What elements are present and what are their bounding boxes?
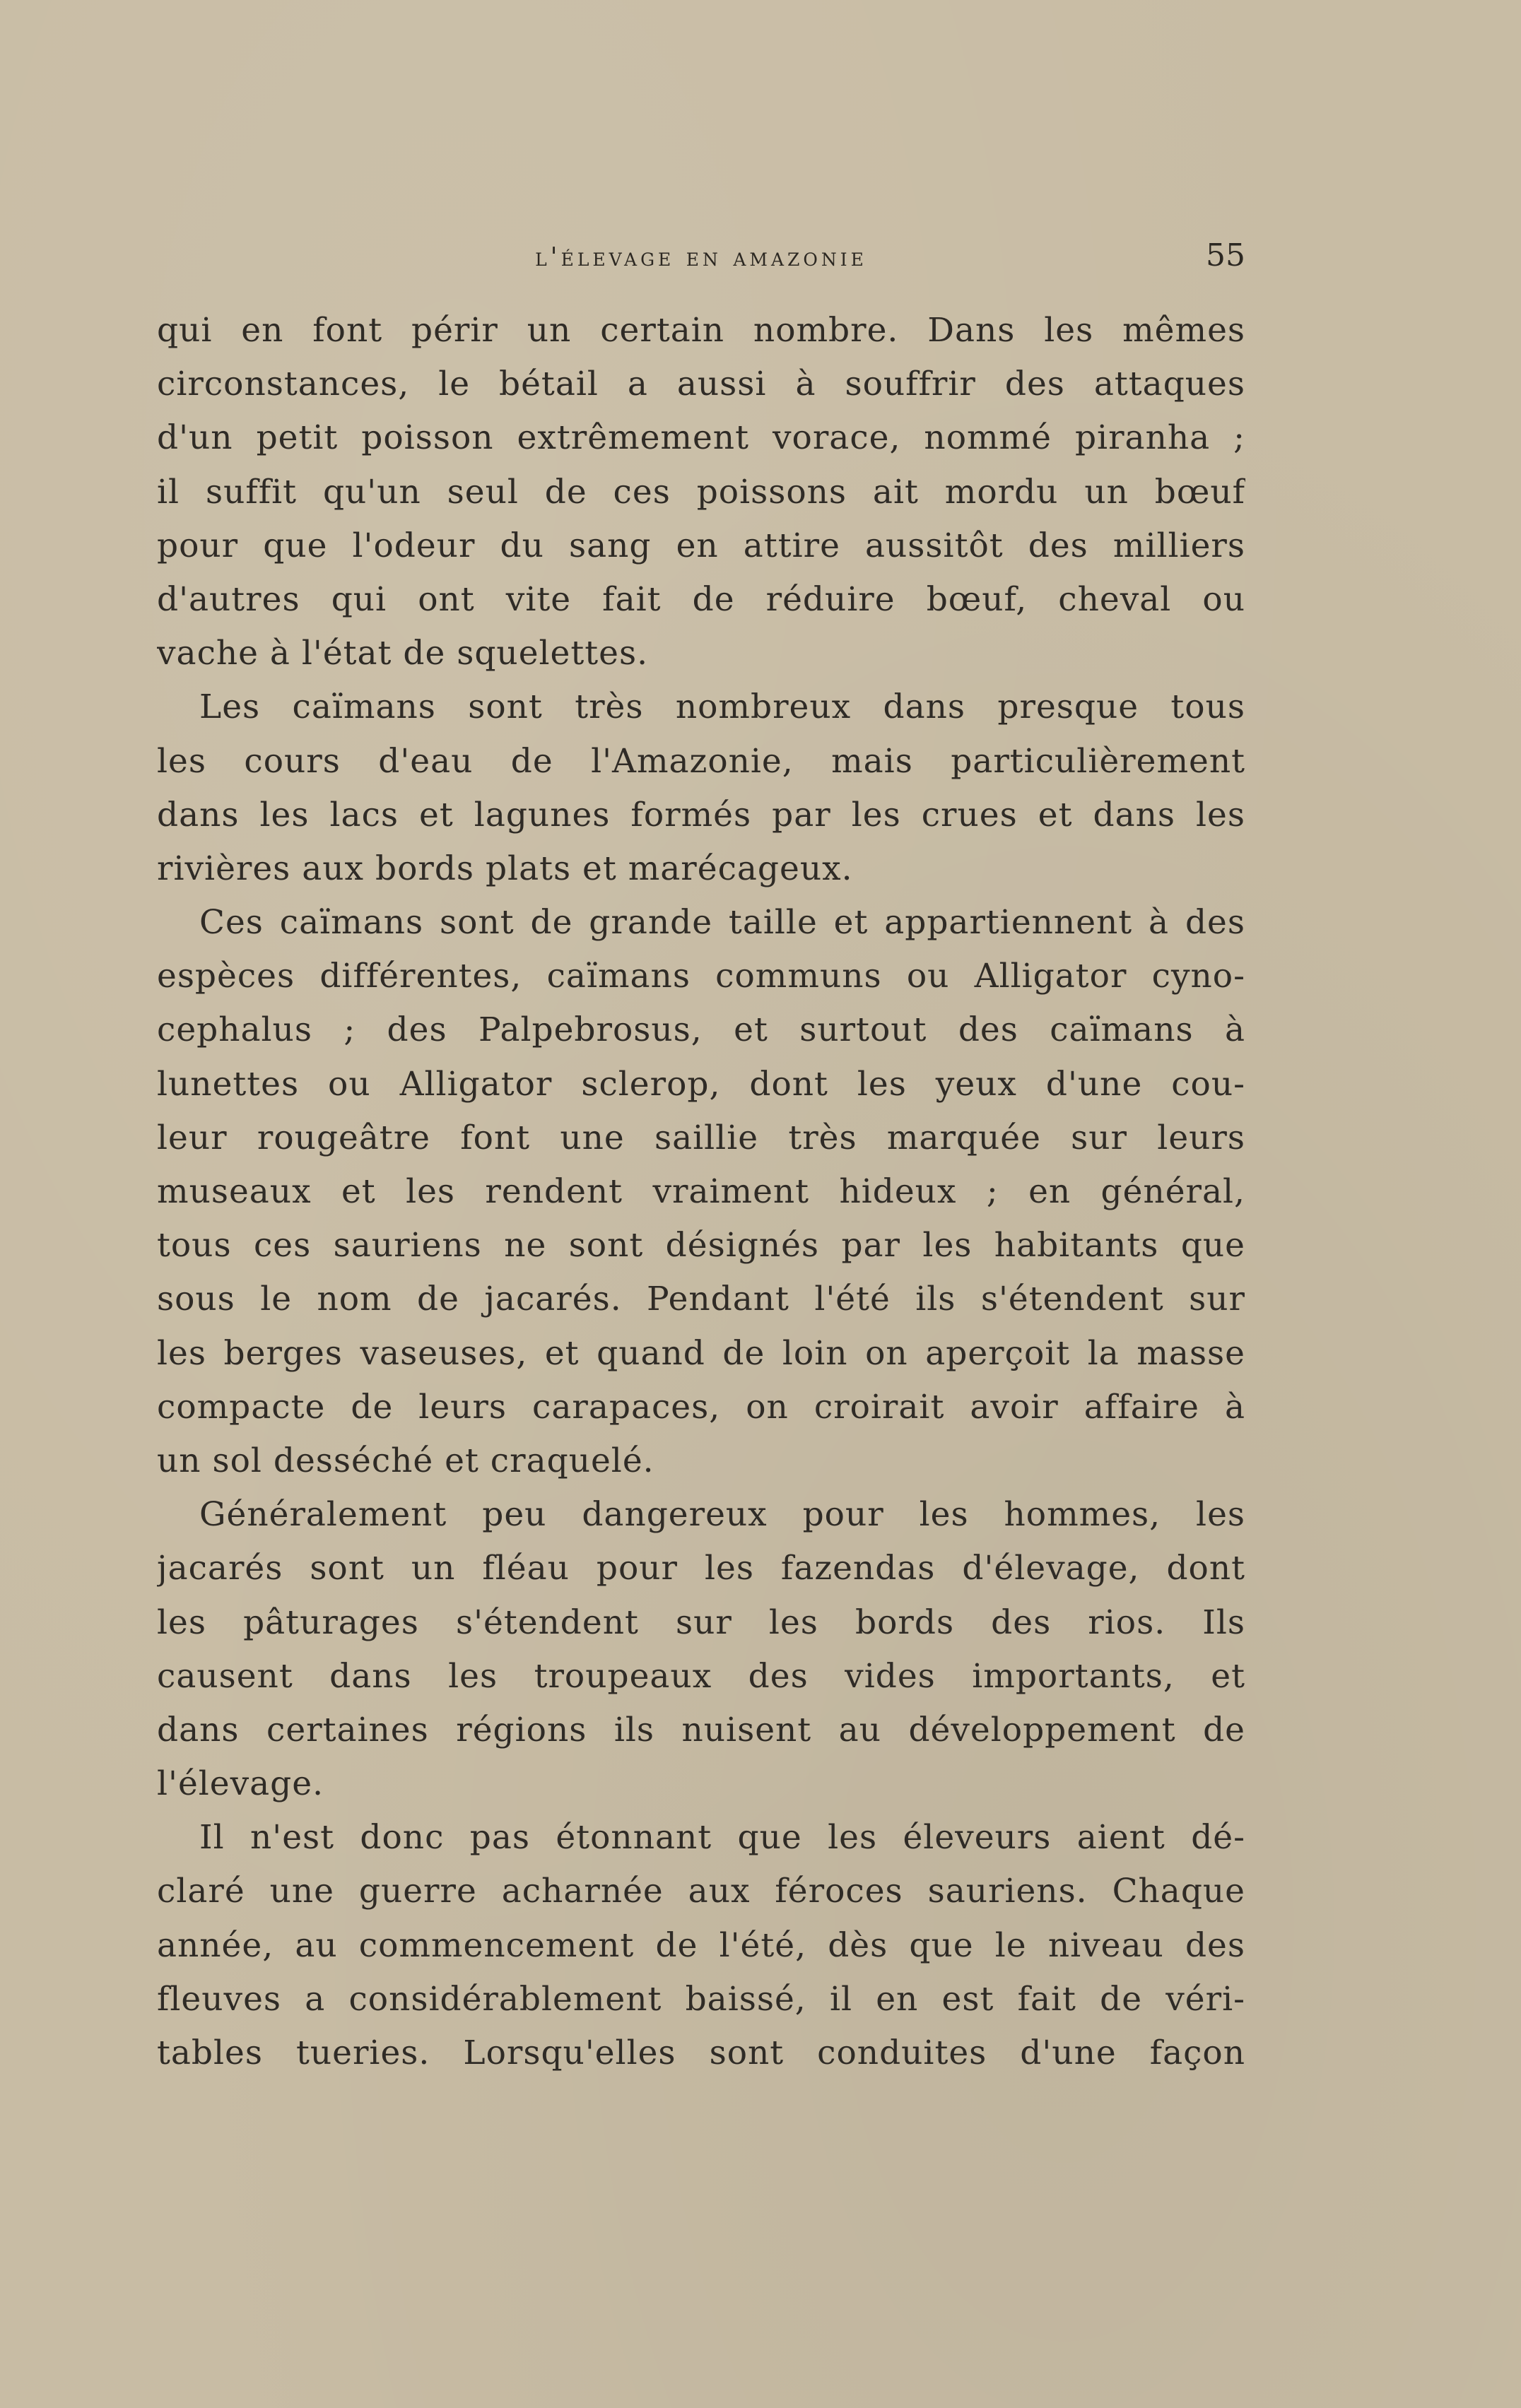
text-line: les pâturages s'étendent sur les bords des rios. Ils — [157, 1603, 1245, 1642]
text-line: qui en font périr un certain nombre. Dans les mêmes — [157, 311, 1245, 350]
text-line: tous ces sauriens ne sont désignés par les habitants que — [157, 1226, 1245, 1265]
text-line: Les caïmans sont très nombreux dans presque tous — [199, 687, 1245, 727]
text-line: lunettes ou Alligator sclerop, dont les yeux d'une cou- — [157, 1064, 1245, 1104]
text-line: les berges vaseuses, et quand de loin on aperçoit la masse — [157, 1333, 1245, 1373]
text-line: les cours d'eau de l'Amazonie, mais particulièrement — [157, 741, 1245, 781]
page-number: 55 — [1206, 237, 1245, 273]
text-line: fleuves a considérablement baissé, il en est fait de véri- — [157, 1979, 1245, 2019]
text-line: il suffit qu'un seul de ces poissons ait mordu un bœuf — [157, 472, 1245, 512]
text-line: circonstances, le bétail a aussi à souffrir des attaques — [157, 365, 1245, 404]
body-text — [157, 304, 1245, 2080]
text-line: Généralement peu dangereux pour les hommes, les — [199, 1495, 1245, 1535]
text-line: Ces caïmans sont de grande taille et appartiennent à des — [199, 903, 1245, 943]
text-line: compacte de leurs carapaces, on croirait avoir affaire à — [157, 1387, 1245, 1427]
running-title: l'élevage en amazonie — [535, 243, 867, 272]
text-line: sous le nom de jacarés. Pendant l'été ils s'étendent sur — [157, 1280, 1245, 1319]
text-line: pour que l'odeur du sang en attire aussitôt des milliers — [157, 526, 1245, 565]
text-line: d'un petit poisson extrêmement vorace, nommé piranha ; — [157, 418, 1245, 458]
text-line: leur rougeâtre font une saillie très marquée sur leurs — [157, 1118, 1245, 1157]
text-line: dans les lacs et lagunes formés par les crues et dans les — [157, 795, 1245, 834]
text-line: vache à l'état de squelettes. — [157, 634, 649, 673]
text-line: un sol desséché et craquelé. — [157, 1441, 654, 1480]
text-line: jacarés sont un fléau pour les fazendas d'élevage, dont — [157, 1549, 1245, 1588]
text-line: cephalus ; des Palpebrosus, et surtout des caïmans à — [157, 1010, 1245, 1050]
text-line: tables tueries. Lorsqu'elles sont conduites d'une façon — [157, 2034, 1245, 2072]
text-line: dans certaines régions ils nuisent au développement de — [157, 1710, 1245, 1749]
text-line: Il n'est donc pas étonnant que les éleveurs aient dé- — [199, 1818, 1245, 1858]
text-line: claré une guerre acharnée aux féroces sauriens. Chaque — [157, 1872, 1245, 1911]
text-line: museaux et les rendent vraiment hideux ; en général, — [157, 1172, 1245, 1211]
text-line: rivières aux bords plats et marécageux. — [157, 849, 853, 888]
text-line: causent dans les troupeaux des vides importants, et — [157, 1656, 1245, 1696]
running-header — [157, 237, 1245, 285]
text-line: année, au commencement de l'été, dès que le niveau des — [157, 1925, 1245, 1965]
text-line: espèces différentes, caïmans communs ou Alligator cyno- — [157, 957, 1245, 996]
text-line: d'autres qui ont vite fait de réduire bœuf, cheval ou — [157, 579, 1245, 619]
text-line: l'élevage. — [157, 1764, 324, 1804]
